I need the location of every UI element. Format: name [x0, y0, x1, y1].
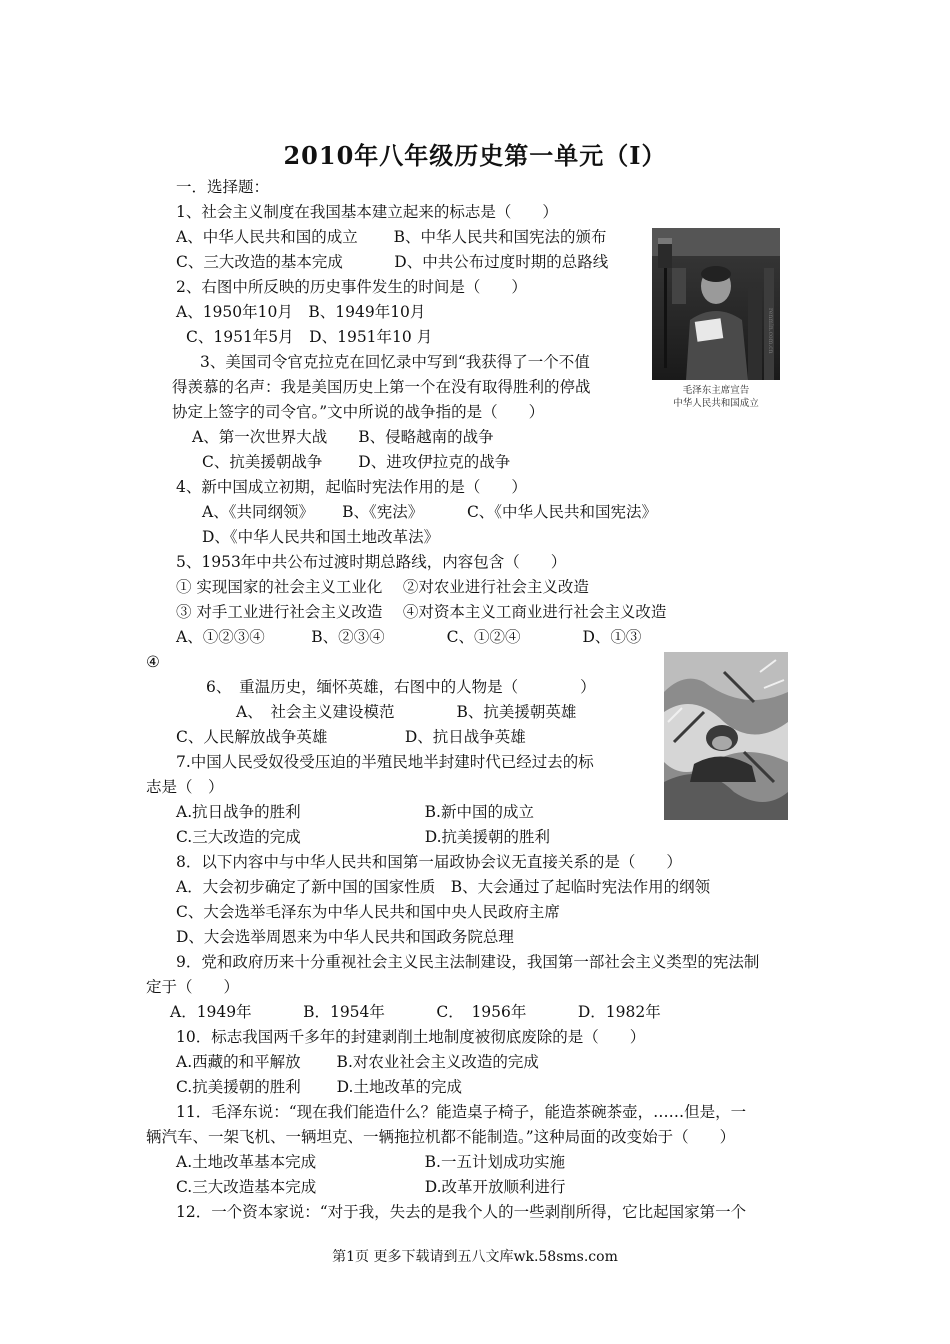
war-hero-image	[664, 652, 788, 820]
option-line: A、1950年10月 B、1949年10月	[176, 303, 426, 321]
question-line: 协定上签字的司令官。”文中所说的战争指的是（ ）	[172, 403, 545, 421]
option-line: A.土地改革基本完成 B.一五计划成功实施	[176, 1153, 565, 1171]
question-line: 2、右图中所反映的历史事件发生的时间是（ ）	[176, 278, 527, 296]
option-line: D、大会选举周恩来为中华人民共和国政务院总理	[176, 928, 514, 946]
svg-text:renmin.com.cn: renmin.com.cn	[767, 308, 774, 354]
question-line: 志是（ ）	[146, 778, 224, 796]
question-line: 11．毛泽东说：“现在我们能造什么？能造桌子椅子，能造茶碗茶壶，……但是，一	[176, 1103, 747, 1121]
document-title: 2010年八年级历史第一单元（Ⅰ）	[283, 141, 667, 170]
photo-caption-line: 毛泽东主席宣告	[682, 385, 750, 396]
option-line: ③ 对手工业进行社会主义改造 ④对资本主义工商业进行社会主义改造	[176, 603, 667, 621]
option-line: C.抗美援朝的胜利 D.土地改革的完成	[176, 1078, 462, 1096]
section-heading: 一．选择题：	[176, 178, 270, 196]
option-line: A.西藏的和平解放 B.对农业社会主义改造的完成	[176, 1053, 539, 1071]
question-line: 8．以下内容中与中华人民共和国第一届政协会议无直接关系的是（ ）	[176, 853, 682, 871]
question-line: 5、1953年中共公布过渡时期总路线，内容包含（ ）	[176, 553, 567, 571]
option-line: A、第一次世界大战 B、侵略越南的战争	[192, 428, 494, 446]
question-line: 3、美国司令官克拉克在回忆录中写到“我获得了一个不值	[200, 353, 590, 371]
question-line: 辆汽车、一架飞机、一辆坦克、一辆拖拉机都不能制造。”这种局面的改变始于（ ）	[146, 1128, 736, 1146]
photo-caption-line: 中华人民共和国成立	[673, 398, 759, 409]
question-line: 1、社会主义制度在我国基本建立起来的标志是（ ）	[176, 203, 558, 221]
page-footer: 第1页 更多下载请到五八文库wk.58sms.com	[332, 1249, 618, 1265]
question-line: 定于（ ）	[146, 978, 240, 996]
option-line: C.三大改造的完成 D.抗美援朝的胜利	[176, 828, 551, 846]
option-line: ① 实现国家的社会主义工业化 ②对农业进行社会主义改造	[176, 578, 589, 596]
founding-ceremony-photo	[652, 228, 780, 380]
question-line: 4、新中国成立初期，起临时宪法作用的是（ ）	[176, 478, 527, 496]
option-line: A.抗日战争的胜利 B.新中国的成立	[176, 803, 534, 821]
option-line: C、大会选举毛泽东为中华人民共和国中央人民政府主席	[176, 903, 560, 921]
option-line: C、抗美援朝战争 D、进攻伊拉克的战争	[202, 453, 511, 471]
option-line: C.三大改造基本完成 D.改革开放顺利进行	[176, 1178, 566, 1196]
question-line: 6、 重温历史，缅怀英雄，右图中的人物是（ ）	[206, 678, 596, 696]
option-line: C、人民解放战争英雄 D、抗日战争英雄	[176, 728, 526, 746]
option-line: A．大会初步确定了新中国的国家性质 B、大会通过了起临时宪法作用的纲领	[176, 878, 711, 896]
option-line: C、三大改造的基本完成 D、中共公布过度时期的总路线	[176, 253, 609, 271]
option-line: A、中华人民共和国的成立 B、中华人民共和国宪法的颁布	[176, 228, 607, 246]
question-line: 7.中国人民受奴役受压迫的半殖民地半封建时代已经过去的标	[176, 753, 594, 771]
option-line: A．1949年 B．1954年 C． 1956年 D．1982年	[170, 1003, 661, 1021]
option-line: A、《共同纲领》 B、《宪法》 C、《中华人民共和国宪法》	[202, 503, 658, 521]
option-line: A、①②③④ B、②③④ C、①②④ D、①③	[176, 628, 642, 646]
question-line: 10．标志我国两千多年的封建剥削土地制度被彻底废除的是（ ）	[176, 1028, 646, 1046]
question-line: 12．一个资本家说：“对于我，失去的是我个人的一些剥削所得，它比起国家第一个	[176, 1203, 747, 1221]
option-line: C、1951年5月 D、1951年10 月	[186, 328, 433, 346]
option-line: ④	[146, 653, 160, 671]
option-line: D、《中华人民共和国土地改革法》	[202, 528, 440, 546]
question-line: 9．党和政府历来十分重视社会主义民主法制建设，我国第一部社会主义类型的宪法制	[176, 953, 760, 971]
question-line: 得羡慕的名声：我是美国历史上第一个在没有取得胜利的停战	[172, 378, 591, 396]
option-line: A、 社会主义建设模范 B、抗美援朝英雄	[236, 703, 577, 721]
